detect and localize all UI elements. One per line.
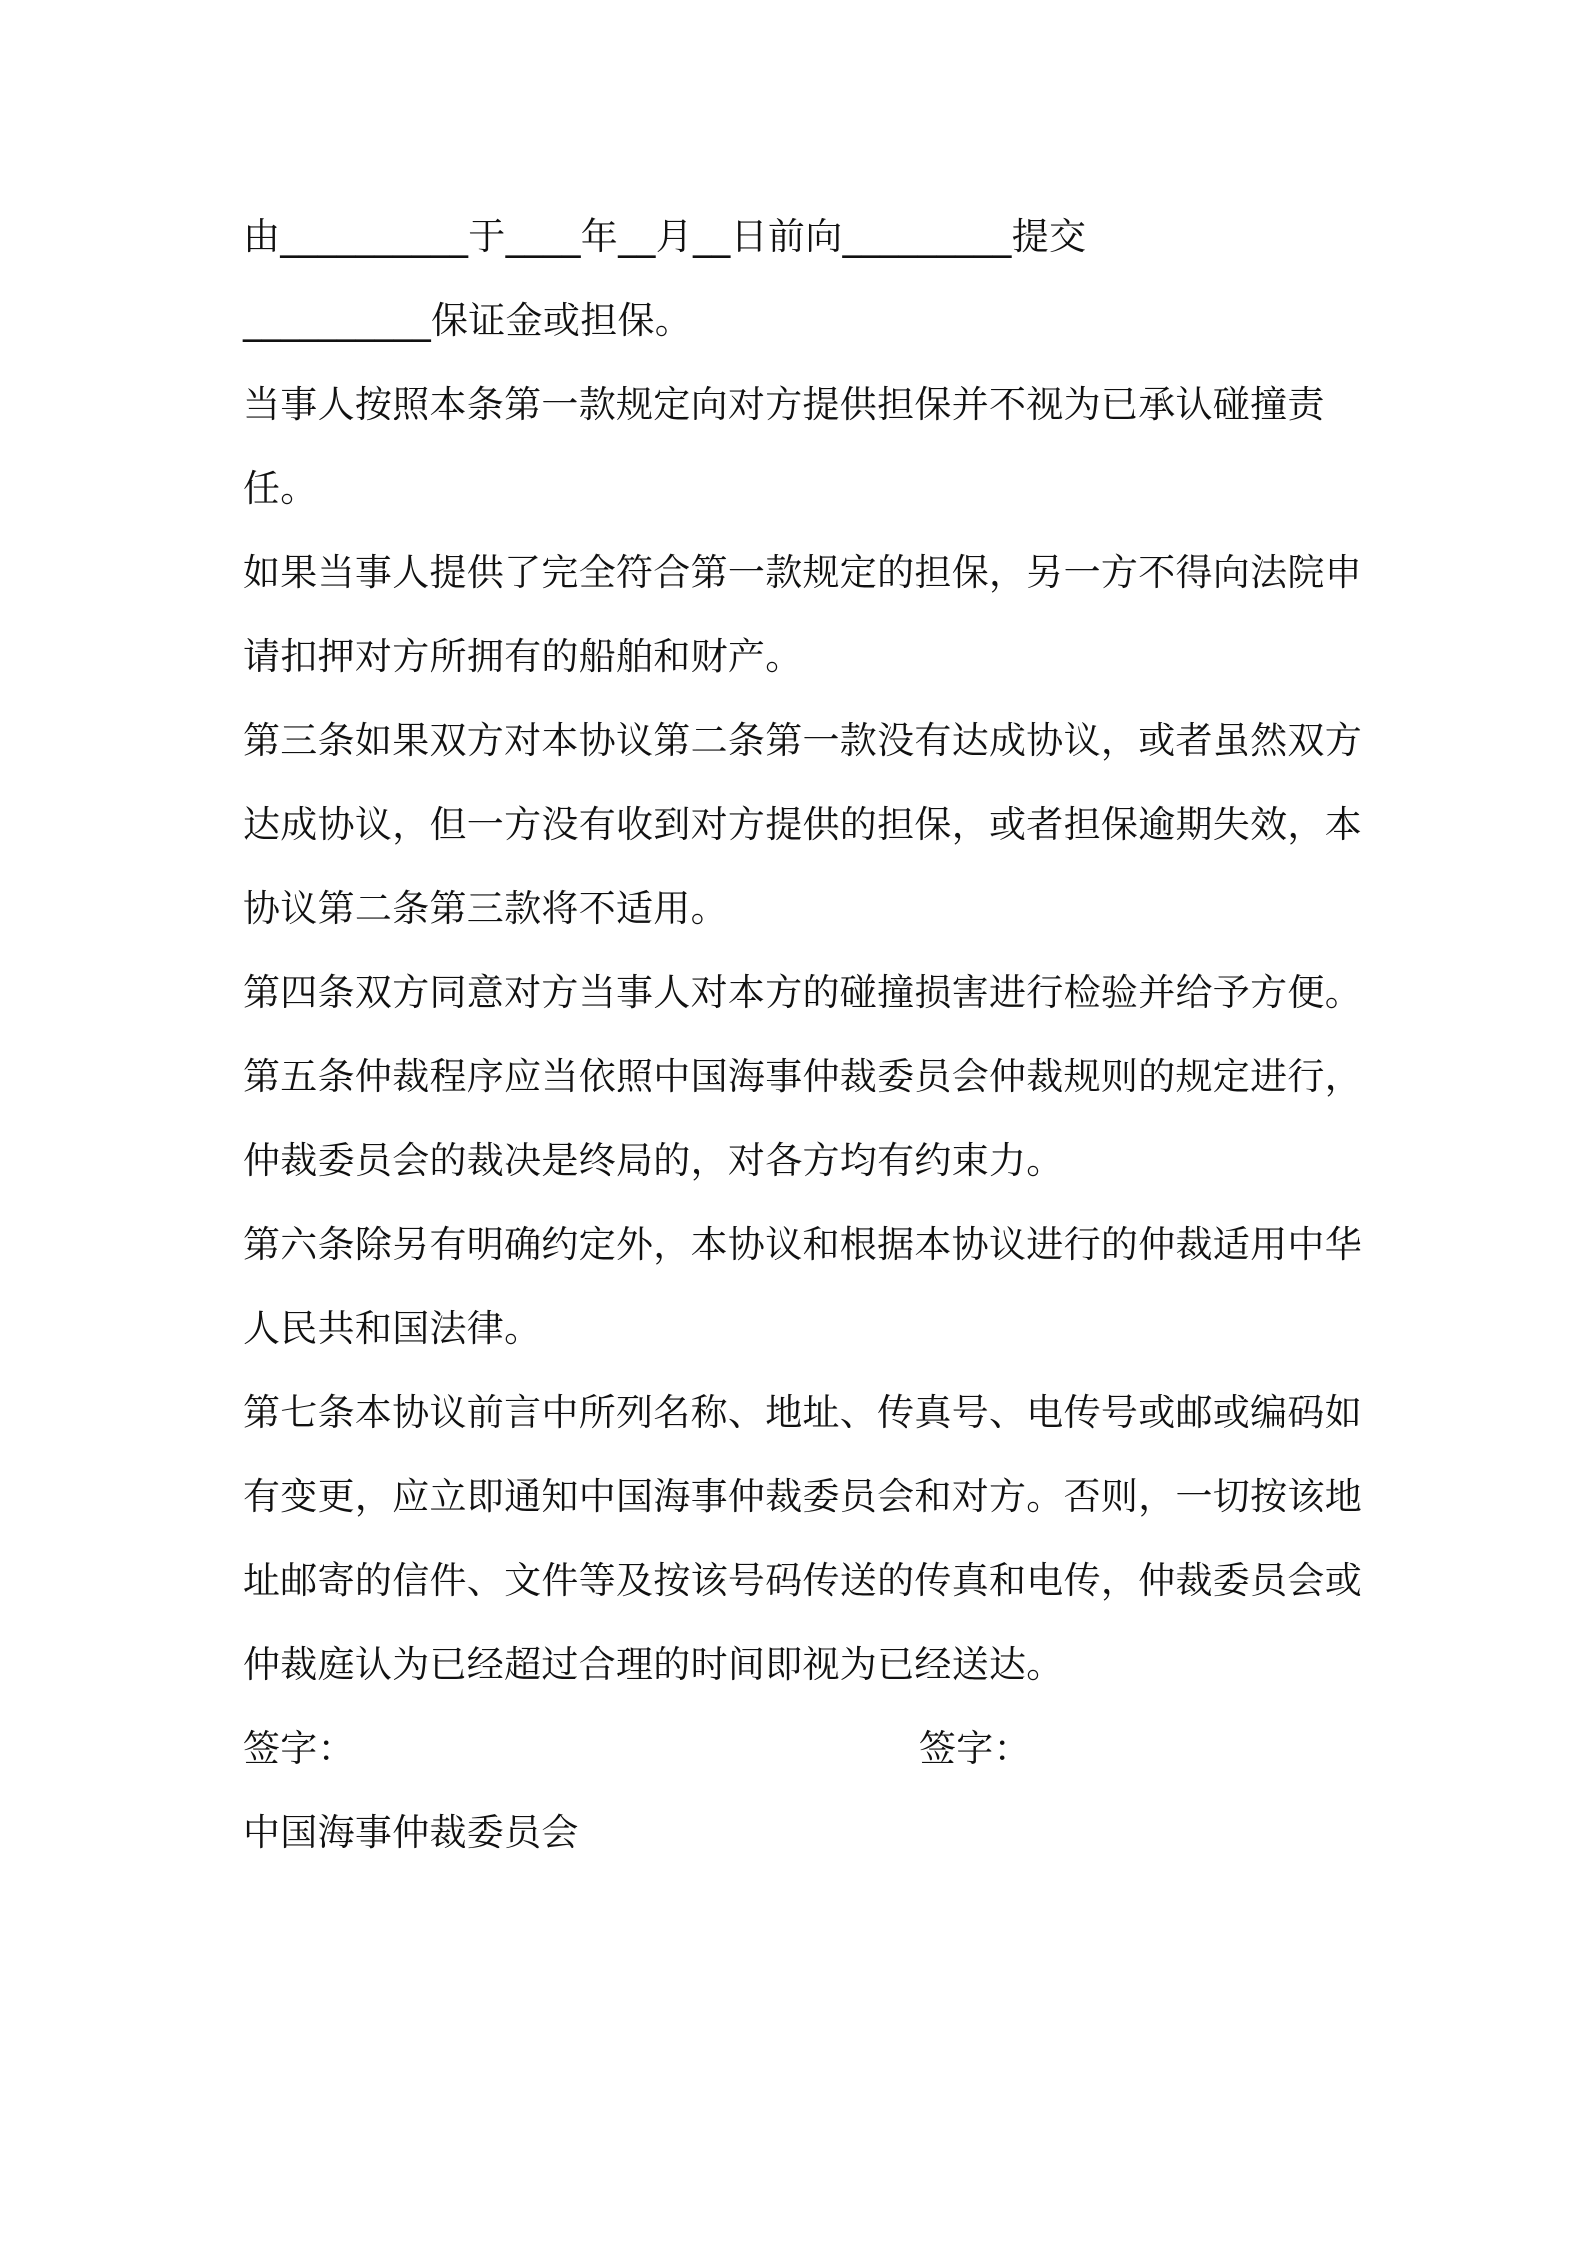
organization-name: 中国海事仲裁委员会	[243, 1811, 579, 1854]
article-5-line-2: 仲裁委员会的裁决是终局的，对各方均有约束力。	[243, 1139, 1064, 1182]
article-4-line-1: 第四条双方同意对方当事人对本方的碰撞损害进行检验并给予方便。	[243, 971, 1362, 1014]
article-7-line-2: 有变更，应立即通知中国海事仲裁委员会和对方。否则，一切按该地	[243, 1475, 1362, 1518]
article-7-line-4: 仲裁庭认为已经超过合理的时间即视为已经送达。	[243, 1643, 1064, 1686]
text-line-guarantee-2: 任。	[243, 467, 318, 510]
text-line-deadline: 由__________于____年__月__日前向_________提交	[243, 215, 1087, 258]
article-6-line-1: 第六条除另有明确约定外，本协议和根据本协议进行的仲裁适用中华	[243, 1223, 1362, 1266]
text-line-arrest-2: 请扣押对方所拥有的船舶和财产。	[243, 635, 803, 678]
text-line-arrest-1: 如果当事人提供了完全符合第一款规定的担保，另一方不得向法院申	[243, 551, 1362, 594]
document-body	[243, 195, 1363, 1875]
text-line-deposit: __________保证金或担保。	[243, 299, 693, 342]
article-5-line-1: 第五条仲裁程序应当依照中国海事仲裁委员会仲裁规则的规定进行，	[243, 1055, 1362, 1098]
article-3-line-3: 协议第二条第三款将不适用。	[243, 887, 728, 930]
article-7-line-1: 第七条本协议前言中所列名称、地址、传真号、电传号或邮或编码如	[243, 1391, 1362, 1434]
article-3-line-1: 第三条如果双方对本协议第二条第一款没有达成协议，或者虽然双方	[243, 719, 1362, 762]
signature-label-left: 签字：	[243, 1727, 355, 1770]
signature-label-right: 签字：	[919, 1727, 1031, 1770]
signature-row	[243, 1707, 1363, 1791]
article-7-line-3: 址邮寄的信件、文件等及按该号码传送的传真和电传，仲裁委员会或	[243, 1559, 1362, 1602]
article-6-line-2: 人民共和国法律。	[243, 1307, 542, 1350]
article-3-line-2: 达成协议，但一方没有收到对方提供的担保，或者担保逾期失效，本	[243, 803, 1362, 846]
text-line-guarantee-1: 当事人按照本条第一款规定向对方提供担保并不视为已承认碰撞责	[243, 383, 1325, 426]
